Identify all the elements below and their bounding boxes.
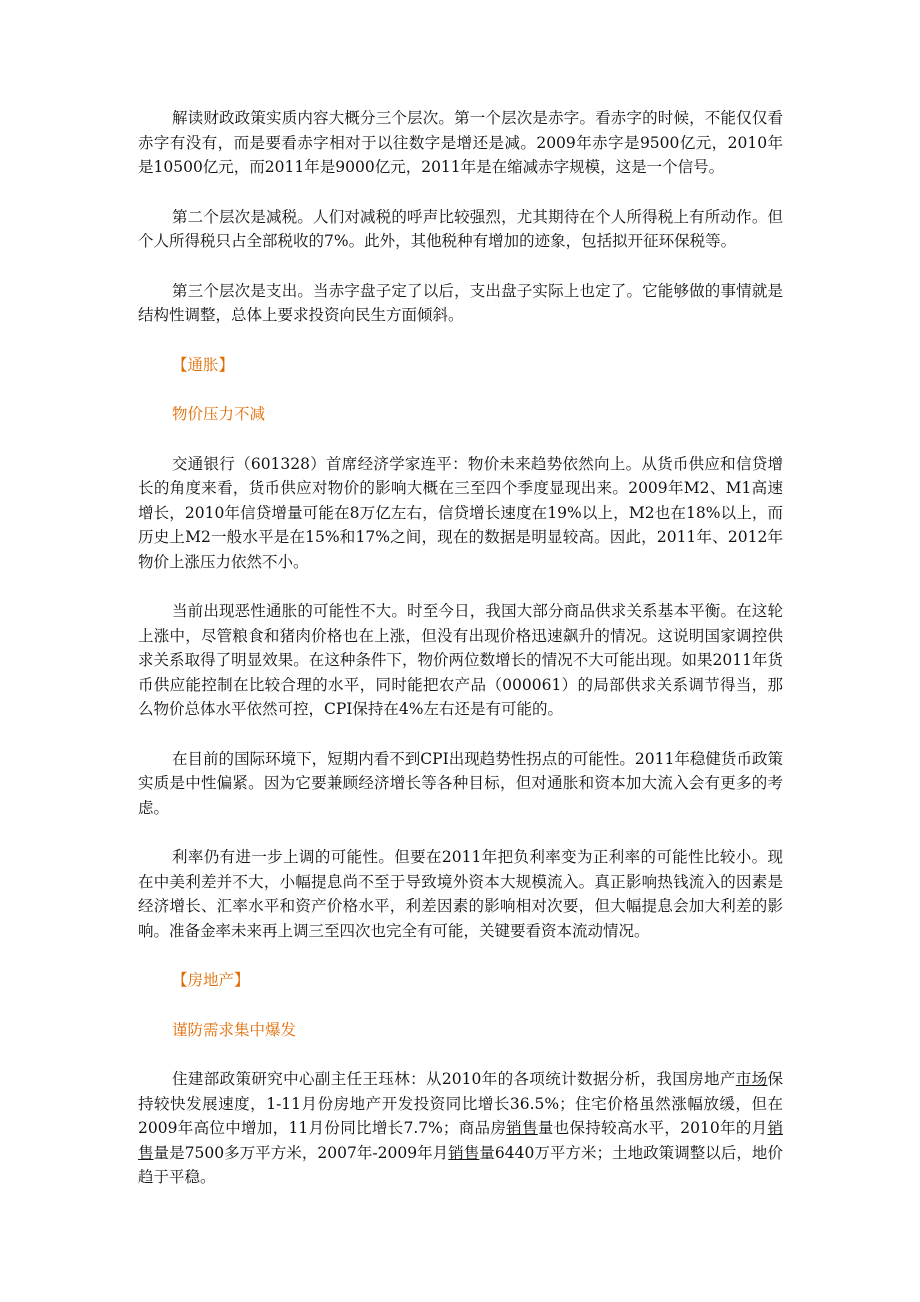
paragraph-tax-cut: 第二个层次是减税。人们对减税的呼声比较强烈，尤其期待在个人所得税上有所动作。但个人所得税只占全部税收的7%。此外，其他税种有增加的迹象，包括拟开征环保税等。 — [138, 207, 783, 250]
link-sales[interactable]: 销售 — [506, 1119, 538, 1137]
paragraph-monetary-policy: 在目前的国际环境下，短期内看不到CPI出现趋势性拐点的可能性。2011年稳健货币政策实质是中性偏紧。因为它要兼顾经济增长等各种目标，但对通胀和资本加大流入会有更多的考虑。 — [138, 749, 783, 817]
text-run: 保持较快发展速度，1-11月份房地产开发投资同比增长36.5%；住宅价格虽然涨幅放缓，但在2009年高位中增加，11月份同比增长7.7%；商品房 — [138, 1070, 783, 1137]
link-sales[interactable]: 销售 — [138, 1119, 783, 1162]
text-run: 量是7500多万平方米，2007年-2009年月 — [153, 1143, 449, 1162]
link-market[interactable]: 市场 — [735, 1070, 768, 1088]
section-tag-property: 【房地产】 — [172, 971, 250, 989]
section-tag-inflation: 【通胀】 — [172, 355, 235, 374]
paragraph-inflation-risk: 当前出现恶性通胀的可能性不大。时至今日，我国大部分商品供求关系基本平衡。在这轮上涨中，尽管粮食和猪肉价格也在上涨，但没有出现价格迅速飙升的情况。这说明国家调控供求关系取得了明显效果。在这种条件下，物价两位数增长的情况不大可能出现。如果2011年货币供应能控制在比较合理的水平，同时能把农产品（000061）的局部供求关系调节得当，那么物价总体水平依然可控，CPI保持在4%左右还是有可能的。 — [138, 602, 783, 718]
paragraph-interest-rate: 利率仍有进一步上调的可能性。但要在2011年把负利率变为正利率的可能性比较小。现在中美利差并不大，小幅提息尚不至于导致境外资本大规模流入。真正影响热钱流入的因素是经济增长、汇率水平和资产价格水平，利差因素的影响相对次要，但大幅提息会加大利差的影响。准备金率未来再上调三至四次也完全有可能，关键要看资本流动情况。 — [138, 848, 783, 940]
paragraph-fiscal-deficit: 解读财政政策实质内容大概分三个层次。第一个层次是赤字。看赤字的时候，不能仅仅看赤字有没有，而是要看赤字相对于以往数字是增还是减。2009年赤字是9500亿元，2010年是10500亿元，而2011年是9000亿元，2011年是在缩减赤字规模，这是一个信号。 — [138, 109, 783, 176]
section-subtitle-property: 谨防需求集中爆发 — [172, 1020, 297, 1039]
paragraph-inflation-trend: 交通银行（601328）首席经济学家连平：物价未来趋势依然向上。从货币供应和信贷增长的角度来看，货币供应对物价的影响大概在三至四个季度显现出来。2009年M2、M1高速增长，2010年信贷增量可能在8万亿左右，信贷增长速度在19%以上，M2也在18%以上，而历史上M2一般水平是在15%和17%之间，现在的数据是明显较高。因此，2011年、2012年物价上涨压力依然不小。 — [138, 454, 783, 571]
paragraph-property-market — [138, 1067, 783, 1190]
section-subtitle-inflation: 物价压力不减 — [172, 405, 266, 423]
text-run: 量也保持较高水平，2010年的月 — [537, 1119, 768, 1137]
paragraph-spending: 第三个层次是支出。当赤字盘子定了以后，支出盘子实际上也定了。它能够做的事情就是结构性调整，总体上要求投资向民生方面倾斜。 — [138, 281, 783, 324]
text-run: 住建部政策研究中心副主任王珏林：从2010年的各项统计数据分析，我国房地产 — [172, 1070, 736, 1088]
link-sales[interactable]: 销售 — [448, 1143, 480, 1162]
article-body — [138, 106, 783, 1215]
text-run: 量6440万平方米；土地政策调整以后，地价趋于平稳。 — [138, 1143, 783, 1186]
